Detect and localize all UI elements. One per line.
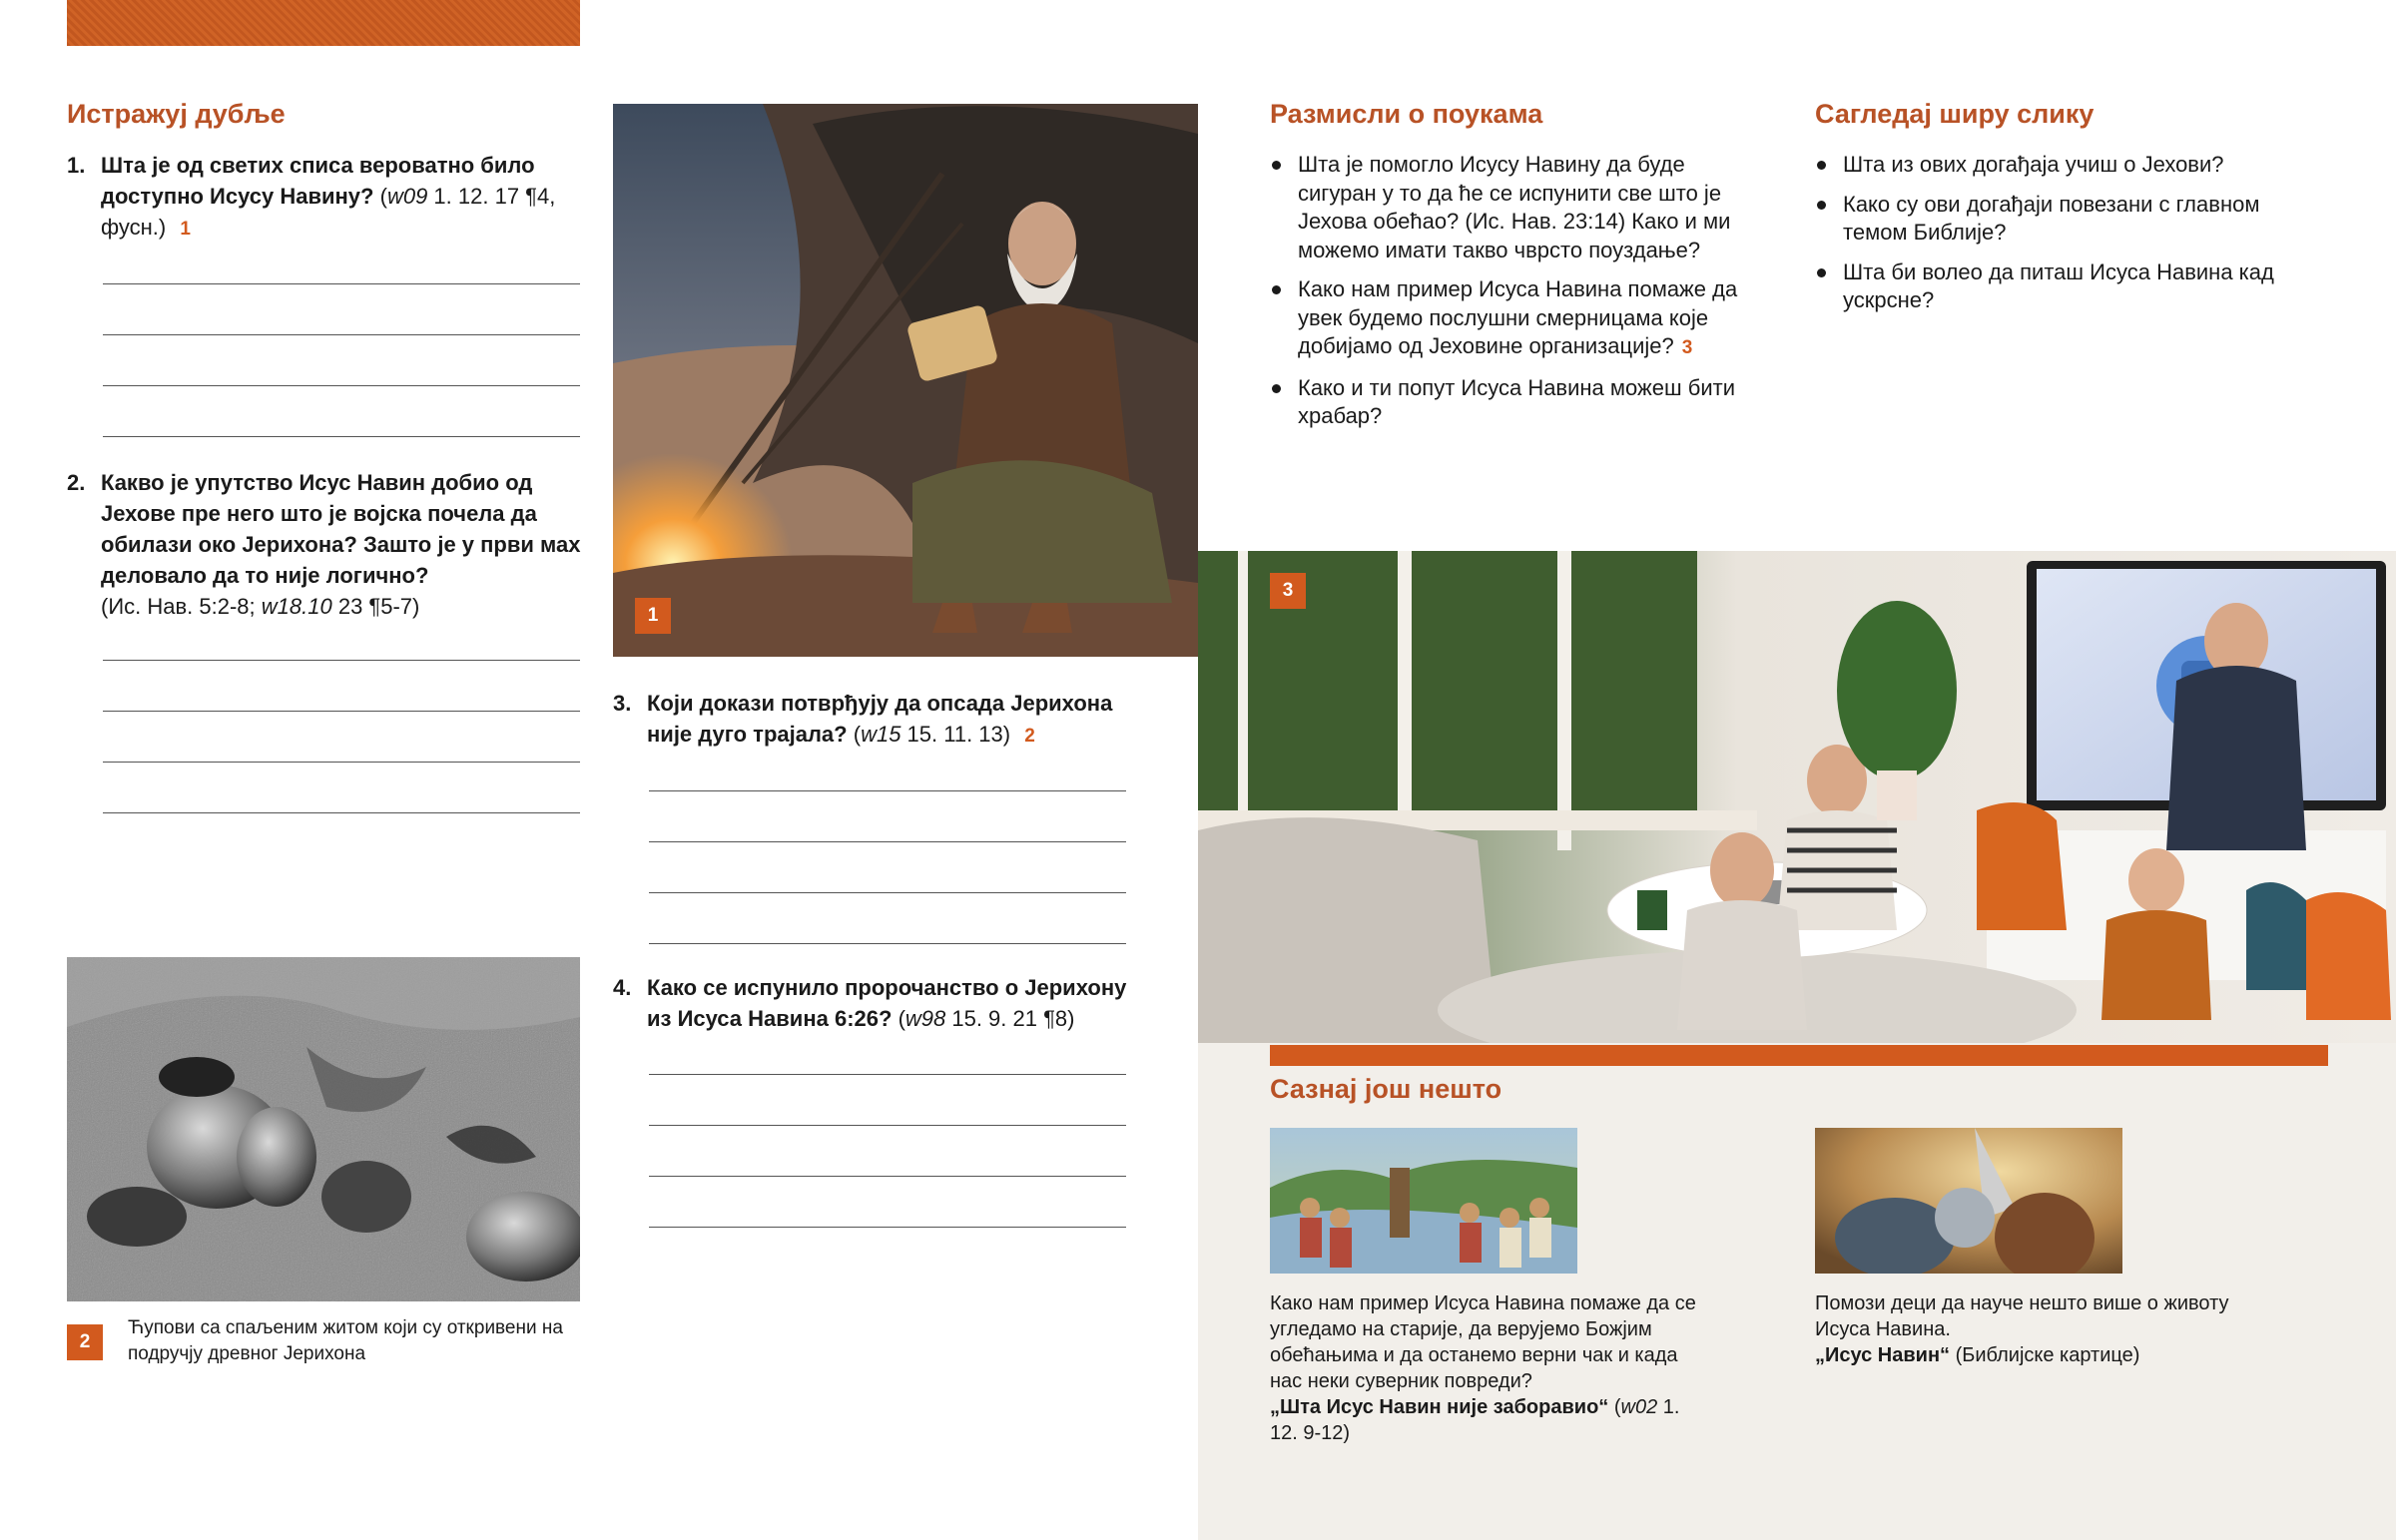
question-number: 4.: [613, 975, 632, 1000]
answer-line[interactable]: [649, 892, 1126, 893]
learn-more-item-2: Помози деци да науче нешто више о животу Исуса Навина. „Исус Навин“ (Библијске картице): [1815, 1292, 2229, 1366]
answer-line[interactable]: [103, 283, 580, 284]
answer-line[interactable]: [649, 841, 1126, 842]
answer-lines-4: [649, 1074, 1126, 1278]
answer-line[interactable]: [103, 334, 580, 335]
question-number: 2.: [67, 470, 86, 495]
answer-lines-3: [649, 790, 1126, 994]
joshua-reading-scroll-image: [613, 104, 1198, 657]
answer-lines-1: [103, 283, 580, 487]
answer-line[interactable]: [103, 385, 580, 386]
answer-line[interactable]: [649, 943, 1126, 944]
answer-line[interactable]: [103, 660, 580, 661]
family-emergency-kit-image: [1198, 551, 2396, 1043]
answer-line[interactable]: [649, 790, 1126, 791]
question-reference: (w15 15. 11. 13): [853, 722, 1011, 747]
question-1: [67, 150, 586, 245]
image-badge-2: 2: [67, 1324, 103, 1360]
learn-more-heading: Сазнај још нешто: [1270, 1074, 1502, 1104]
big-picture-bullet: Шта из ових догађаја учиш о Јехови?: [1815, 151, 2294, 180]
question-number: 1.: [67, 153, 86, 178]
question-4: [613, 972, 1132, 1034]
question-text: Какво је упутство Исус Навин добио од Јехове пре него што је војска почела да обилази око Јерихона? Зашто је у први мах деловало да то није логично?: [101, 470, 581, 588]
reflect-bullets: [1270, 151, 1759, 442]
question-reference: (w09 1. 12. 17 ¶4, фусн.): [101, 184, 556, 240]
answer-line[interactable]: [103, 711, 580, 712]
question-3: [613, 688, 1132, 752]
answer-line[interactable]: [103, 436, 580, 437]
question-text: Како се испунило пророчанство о Јерихону из Исуса Навина 6:26?: [647, 975, 1127, 1031]
reflect-bullet: Шта је помогло Исусу Навину да буде сигуран у то да ће се испунити све што је Јехова обећао? (Ис. Нав. 23:14) Како и ми можемо имати такво чврсто поуздање?: [1270, 151, 1759, 264]
image-caption-2: Ћупови са спаљеним житом који су откривени на подручју древног Јерихона: [128, 1317, 563, 1364]
answer-line[interactable]: [649, 1176, 1126, 1177]
question-2: [67, 467, 586, 622]
question-reference: (Ис. Нав. 5:2-8; w18.10 23 ¶5-7): [101, 594, 420, 619]
image-marker: 3: [1681, 337, 1693, 358]
answer-line[interactable]: [649, 1227, 1126, 1228]
reflect-bullet: Како нам пример Исуса Навина помаже да увек будемо послушни смерницама које добијамо од Јеховине организације? 3: [1270, 275, 1759, 363]
reflect-bullet: Како и ти попут Исуса Навина можеш бити храбар?: [1270, 374, 1759, 431]
learn-more-description: Помози деци да науче нешто више о животу Исуса Навина.: [1815, 1292, 2229, 1340]
learn-more-bar: [1270, 1045, 2328, 1066]
reflect-heading: Размисли о поукама: [1270, 99, 1543, 129]
question-number: 3.: [613, 691, 632, 716]
answer-line[interactable]: [103, 762, 580, 763]
joshua-battle-thumbnail[interactable]: [1815, 1128, 2122, 1274]
answer-line[interactable]: [649, 1074, 1126, 1075]
answer-line[interactable]: [649, 1125, 1126, 1126]
question-reference: (w98 15. 9. 21 ¶8): [898, 1006, 1075, 1031]
top-color-band: [67, 0, 580, 46]
article-link[interactable]: „Шта Исус Навин није заборавио“: [1270, 1396, 1609, 1418]
excavated-jars-image: [67, 957, 580, 1301]
big-picture-heading: Сагледај ширу слику: [1815, 99, 2095, 129]
image-marker: 1: [180, 219, 191, 240]
answer-lines-2: [103, 660, 580, 863]
dig-deeper-heading: Истражуј дубље: [67, 99, 286, 129]
image-marker: 2: [1024, 726, 1035, 747]
question-text: Шта је од светих списа вероватно било доступно Исусу Навину?: [101, 153, 535, 209]
learn-more-item-1: Како нам пример Исуса Навина помаже да се угледамо на старије, да верујемо Божјим обећањима и да останемо верни чак и када нас неки суверник повреди? „Шта Исус Навин није заборавио“ (w02 1. 12. 9-12): [1270, 1292, 1696, 1444]
answer-line[interactable]: [103, 812, 580, 813]
learn-more-description: Како нам пример Исуса Навина помаже да се угледамо на старије, да верујемо Божјим обећањима и да останемо верни чак и када нас неки суверник повреди?: [1270, 1292, 1696, 1392]
joshua-before-crowd-thumbnail[interactable]: [1270, 1128, 1577, 1274]
image-badge-1: 1: [635, 598, 671, 634]
big-picture-bullet: Шта би волео да питаш Исуса Навина кад ускрсне?: [1815, 258, 2294, 315]
bible-cards-link[interactable]: „Исус Навин“: [1815, 1344, 1951, 1366]
image-badge-3: 3: [1270, 573, 1306, 609]
big-picture-bullet: Како су ови догађаји повезани с главном темом Библије?: [1815, 191, 2294, 248]
question-text: Који докази потврђују да опсада Јерихона није дуго трајала?: [647, 691, 1113, 747]
big-picture-bullets: [1815, 151, 2294, 326]
